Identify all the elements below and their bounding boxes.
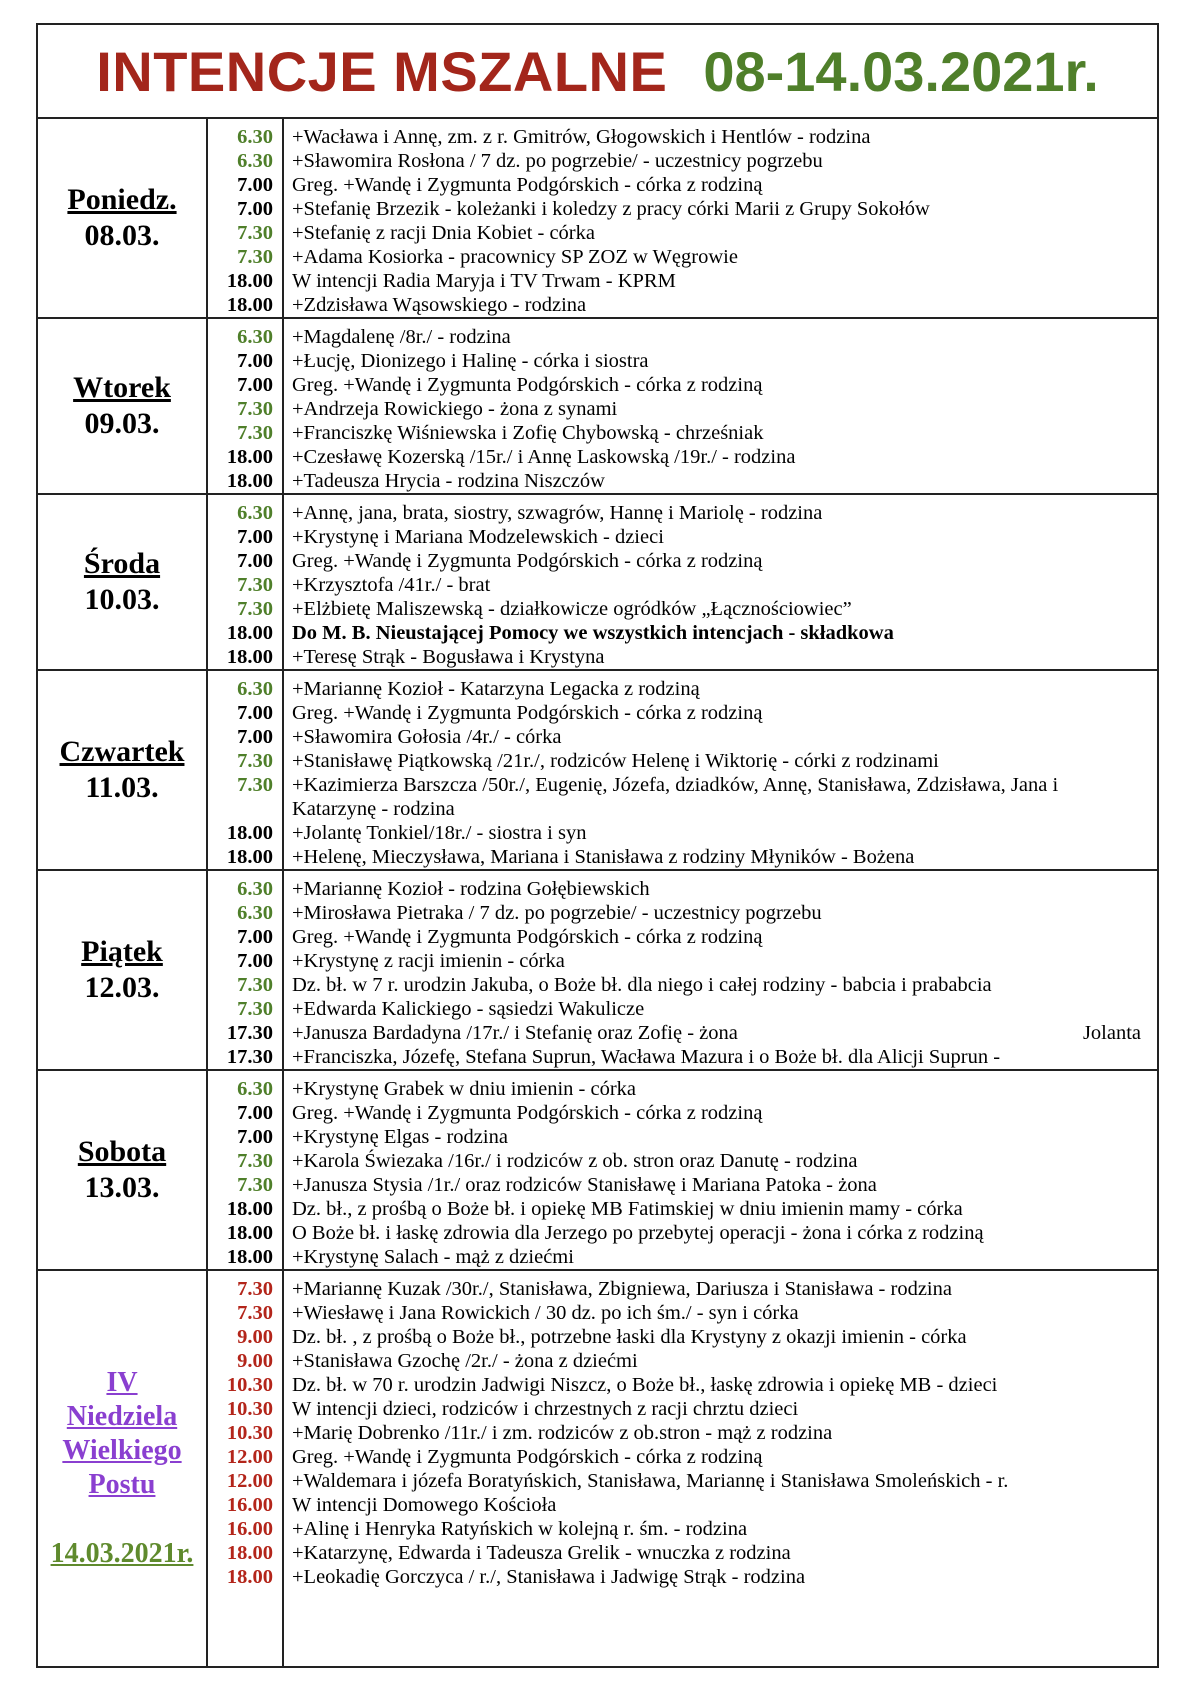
day-label — [37, 670, 207, 870]
title-dates: 08-14.03.2021r. — [703, 39, 1099, 103]
intention-text: +Stefanię z racji Dnia Kobiet - córka — [292, 222, 595, 244]
intention-text: +Krystynę Elgas - rodzina — [292, 1126, 508, 1148]
intention-text: Greg. +Wandę i Zygmunta Podgórskich - córka z rodziną — [292, 702, 763, 724]
intention-text — [292, 1021, 1157, 1045]
intentions-column — [283, 1270, 1158, 1667]
mass-time: 6.30 — [237, 150, 273, 172]
day-date: 11.03. — [85, 771, 159, 804]
intention-text: +Magdalenę /8r./ - rodzina — [292, 326, 511, 348]
mass-time: 18.00 — [226, 622, 273, 644]
day-date: 08.03. — [84, 219, 160, 252]
mass-time: 7.30 — [237, 1174, 273, 1196]
intention-text: Dz. bł., z prośbą o Boże bł. i opiekę MB Fatimskiej w dniu imienin mamy - córka — [292, 1198, 963, 1220]
day-label — [37, 118, 207, 318]
intention-text: Dz. bł. w 7 r. urodzin Jakuba, o Boże bł. dla niego i całej rodziny - babcia i prababcia — [292, 974, 992, 996]
intention-text: +Franciszka, Józefę, Stefana Suprun, Wacława Mazura i o Boże bł. dla Alicji Suprun - — [292, 1046, 1001, 1068]
mass-time: 7.00 — [237, 526, 273, 548]
day-name: Środa — [83, 547, 161, 580]
mass-time: 6.30 — [237, 878, 273, 900]
intention-text: +Marię Dobrenko /11r./ i zm. rodziców z ob.stron - mąż z rodzina — [292, 1422, 833, 1444]
intention-text: +Krzysztofa /41r./ - brat — [292, 574, 491, 596]
intention-aside: Jolanta — [1082, 1022, 1142, 1044]
mass-time: 18.00 — [226, 270, 273, 292]
times-column — [207, 1070, 283, 1270]
mass-time: 12.00 — [226, 1446, 273, 1468]
intention-text: +Teresę Strąk - Bogusława i Krystyna — [292, 646, 605, 668]
mass-time: 7.00 — [237, 726, 273, 748]
intention-text: +Sławomira Gołosia /4r./ - córka — [292, 726, 562, 748]
sunday-name-line[interactable]: Wielkiego — [62, 1434, 182, 1466]
intention-text: Greg. +Wandę i Zygmunta Podgórskich - córka z rodziną — [292, 1446, 763, 1468]
mass-time: 18.00 — [226, 846, 273, 868]
intention-text: Greg. +Wandę i Zygmunta Podgórskich - córka z rodziną — [292, 1102, 763, 1124]
day-block-monday — [37, 118, 1158, 318]
intention-text: Dz. bł. w 70 r. urodzin Jadwigi Niszcz, o Boże bł., łaskę zdrowia i opiekę MB - dzieci — [292, 1374, 998, 1396]
times-column — [207, 1270, 283, 1667]
day-block-saturday — [37, 1070, 1158, 1270]
mass-time: 18.00 — [226, 646, 273, 668]
day-block-wednesday — [37, 494, 1158, 670]
intention-text: +Edwarda Kalickiego - sąsiedzi Wakulicze — [292, 998, 645, 1020]
times-column — [207, 118, 283, 318]
intention-text: +Waldemara i józefa Boratyńskich, Stanisława, Mariannę i Stanisława Smoleńskich - r. — [292, 1470, 1009, 1492]
intention-text: +Sławomira Rosłona / 7 dz. po pogrzebie/ - uczestnicy pogrzebu — [292, 150, 823, 172]
intention-text: +Tadeusza Hrycia - rodzina Niszczów — [292, 470, 605, 492]
day-name: Sobota — [77, 1135, 167, 1168]
mass-time: 10.30 — [226, 1374, 273, 1396]
mass-time: 10.30 — [226, 1422, 273, 1444]
intention-text: +Helenę, Mieczysława, Mariana i Stanisława z rodziny Młyników - Bożena — [292, 846, 915, 868]
intention-text: +Stefanię Brzezik - koleżanki i koledzy z pracy córki Marii z Grupy Sokołów — [292, 198, 930, 220]
intention-text: Do M. B. Nieustającej Pomocy we wszystkich intencjach - składkowa — [292, 622, 894, 644]
intention-text: Greg. +Wandę i Zygmunta Podgórskich - córka z rodziną — [292, 174, 763, 196]
mass-time: 7.30 — [237, 574, 273, 596]
mass-time: 6.30 — [237, 326, 273, 348]
intention-text: +Janusza Stysia /1r./ oraz rodziców Stanisławę i Mariana Patoka - żona — [292, 1174, 877, 1196]
sunday-date[interactable]: 14.03.2021r. — [50, 1537, 194, 1569]
title-main: INTENCJE MSZALNE — [96, 39, 668, 103]
sunday-name-line[interactable]: Niedziela — [66, 1400, 178, 1432]
day-label — [37, 494, 207, 670]
mass-time: 12.00 — [226, 1470, 273, 1492]
mass-time: 18.00 — [226, 294, 273, 316]
title — [37, 24, 1158, 118]
day-block-sunday — [37, 1270, 1158, 1667]
mass-time: 7.00 — [237, 1102, 273, 1124]
intention-text: +Katarzynę, Edwarda i Tadeusza Grelik - wnuczka z rodzina — [292, 1542, 791, 1564]
day-date: 13.03. — [84, 1171, 160, 1204]
day-name: Czwartek — [59, 735, 185, 768]
intention-text: +Mariannę Kozioł - rodzina Gołębiewskich — [292, 878, 650, 900]
intention-text: +Andrzeja Rowickiego - żona z synami — [292, 398, 618, 420]
day-date: 12.03. — [84, 971, 160, 1004]
intention-text: +Kazimierza Barszcza /50r./, Eugenię, Józefa, dziadków, Annę, Stanisława, Zdzisława, Jana i Katarzynę - rodzina — [292, 774, 1059, 820]
intention-text: O Boże bł. i łaskę zdrowia dla Jerzego po przebytej operacji - żona i córka z rodziną — [292, 1222, 984, 1244]
mass-time: 18.00 — [226, 1222, 273, 1244]
mass-time: 7.00 — [237, 374, 273, 396]
intention-text: +Leokadię Gorczyca / r./, Stanisława i Jadwigę Strąk - rodzina — [292, 1566, 806, 1588]
times-column — [207, 494, 283, 670]
intention-text: W intencji dzieci, rodziców i chrzestnych z racji chrztu dzieci — [292, 1398, 799, 1420]
intention-text: +Stanisławę Piątkowską /21r./, rodziców Helenę i Wiktorię - córki z rodzinami — [292, 750, 939, 772]
mass-time: 6.30 — [237, 1078, 273, 1100]
mass-time: 9.00 — [237, 1326, 273, 1348]
intention-text: +Annę, jana, brata, siostry, szwagrów, Hannę i Mariolę - rodzina — [292, 502, 823, 524]
mass-time: 7.30 — [237, 222, 273, 244]
mass-time: 18.00 — [226, 1542, 273, 1564]
mass-time: 7.30 — [237, 774, 273, 796]
intention-text: Greg. +Wandę i Zygmunta Podgórskich - córka z rodziną — [292, 550, 763, 572]
intentions-column — [283, 670, 1158, 870]
intention-text: +Stanisława Gzochę /2r./ - żona z dziećmi — [292, 1350, 638, 1372]
mass-time: 16.00 — [226, 1494, 273, 1516]
intention-text: +Jolantę Tonkiel/18r./ - siostra i syn — [292, 822, 587, 844]
intention-text: +Krystynę Grabek w dniu imienin - córka — [292, 1078, 637, 1100]
intention-text: Dz. bł. , z prośbą o Boże bł., potrzebne łaski dla Krystyny z okazji imienin - córka — [292, 1326, 967, 1348]
intentions-column — [283, 1070, 1158, 1270]
intention-text: +Krystynę z racji imienin - córka — [292, 950, 565, 972]
mass-time: 10.30 — [226, 1398, 273, 1420]
mass-time: 17.30 — [226, 1022, 273, 1044]
intention-text: Greg. +Wandę i Zygmunta Podgórskich - córka z rodziną — [292, 926, 763, 948]
mass-time: 7.30 — [237, 422, 273, 444]
day-label — [37, 318, 207, 494]
intention-text: +Wacława i Annę, zm. z r. Gmitrów, Głogowskich i Hentlów - rodzina — [292, 126, 871, 148]
intention-text: +Krystynę Salach - mąż z dziećmi — [292, 1246, 574, 1268]
intention-text: +Karola Świezaka /16r./ i rodziców z ob. stron oraz Danutę - rodzina — [292, 1150, 858, 1172]
day-block-thursday — [37, 670, 1158, 870]
mass-time: 18.00 — [226, 1566, 273, 1588]
mass-time: 7.30 — [237, 1302, 273, 1324]
mass-time: 7.00 — [237, 198, 273, 220]
mass-time: 17.30 — [226, 1046, 273, 1068]
mass-time: 7.30 — [237, 998, 273, 1020]
title-row — [37, 24, 1158, 118]
mass-time: 7.00 — [237, 1126, 273, 1148]
day-date: 09.03. — [84, 407, 160, 440]
intention-text: +Mirosława Pietraka / 7 dz. po pogrzebie/ - uczestnicy pogrzebu — [292, 902, 822, 924]
mass-time: 7.00 — [237, 550, 273, 572]
mass-time: 7.30 — [237, 750, 273, 772]
intention-text: +Alinę i Henryka Ratyńskich w kolejną r. śm. - rodzina — [292, 1518, 748, 1540]
times-column — [207, 670, 283, 870]
intentions-column — [283, 318, 1158, 494]
day-name: Wtorek — [73, 371, 171, 404]
mass-time: 7.00 — [237, 350, 273, 372]
mass-time: 7.30 — [237, 246, 273, 268]
mass-time: 7.30 — [237, 398, 273, 420]
mass-time: 7.30 — [237, 974, 273, 996]
intention-text: +Elżbietę Maliszewską - działkowicze ogródków „Łącznościowiec” — [292, 598, 852, 620]
intention-text: +Adama Kosiorka - pracownicy SP ZOZ w Węgrowie — [292, 246, 738, 268]
mass-time: 6.30 — [237, 678, 273, 700]
day-block-friday — [37, 870, 1158, 1070]
mass-time: 18.00 — [226, 822, 273, 844]
mass-time: 6.30 — [237, 902, 273, 924]
intention-text: +Czesławę Kozerską /15r./ i Annę Laskowską /19r./ - rodzina — [292, 446, 796, 468]
times-column — [207, 318, 283, 494]
day-name: Poniedz. — [67, 183, 177, 216]
mass-time: 7.30 — [237, 598, 273, 620]
intention-text: +Łucję, Dionizego i Halinę - córka i siostra — [292, 350, 649, 372]
mass-time: 18.00 — [226, 470, 273, 492]
intention-text: +Krystynę i Mariana Modzelewskich - dzieci — [292, 526, 664, 548]
mass-time: 18.00 — [226, 1246, 273, 1268]
intentions-column — [283, 494, 1158, 670]
mass-time: 6.30 — [237, 126, 273, 148]
day-label — [37, 870, 207, 1070]
mass-time: 18.00 — [226, 1198, 273, 1220]
mass-time: 7.00 — [237, 950, 273, 972]
intention-text: Greg. +Wandę i Zygmunta Podgórskich - córka z rodziną — [292, 374, 763, 396]
sunday-name-line[interactable]: Postu — [88, 1468, 156, 1500]
intention-main: +Janusza Bardadyna /17r./ i Stefanię oraz Zofię - żona — [292, 1022, 738, 1044]
mass-time: 16.00 — [226, 1518, 273, 1540]
day-block-tuesday — [37, 318, 1158, 494]
intention-text: +Wiesławę i Jana Rowickich / 30 dz. po ich śm./ - syn i córka — [292, 1302, 799, 1324]
intention-text: +Mariannę Kozioł - Katarzyna Legacka z rodziną — [292, 678, 700, 700]
intentions-column — [283, 118, 1158, 318]
mass-time: 7.30 — [237, 1150, 273, 1172]
day-date: 10.03. — [84, 583, 160, 616]
intention-text: +Mariannę Kuzak /30r./, Stanisława, Zbigniewa, Dariusza i Stanisława - rodzina — [292, 1278, 952, 1300]
mass-time: 7.30 — [237, 1278, 273, 1300]
mass-time: 7.00 — [237, 174, 273, 196]
times-column — [207, 870, 283, 1070]
mass-time: 7.00 — [237, 702, 273, 724]
intention-text: +Zdzisława Wąsowskiego - rodzina — [292, 294, 587, 316]
intention-text: +Franciszkę Wiśniewska i Zofię Chybowską - chrześniak — [292, 422, 764, 444]
intention-text: W intencji Radia Maryja i TV Trwam - KPRM — [292, 270, 676, 292]
mass-time: 6.30 — [237, 502, 273, 524]
day-name: Piątek — [81, 935, 163, 968]
intentions-column — [283, 870, 1158, 1070]
day-label — [37, 1070, 207, 1270]
mass-time: 18.00 — [226, 446, 273, 468]
intention-text: W intencji Domowego Kościoła — [292, 1494, 557, 1516]
sunday-name-line[interactable]: IV — [106, 1366, 138, 1398]
mass-time: 7.00 — [237, 926, 273, 948]
mass-time: 9.00 — [237, 1350, 273, 1372]
intentions-table — [36, 23, 1159, 1668]
sunday-label — [37, 1270, 207, 1667]
